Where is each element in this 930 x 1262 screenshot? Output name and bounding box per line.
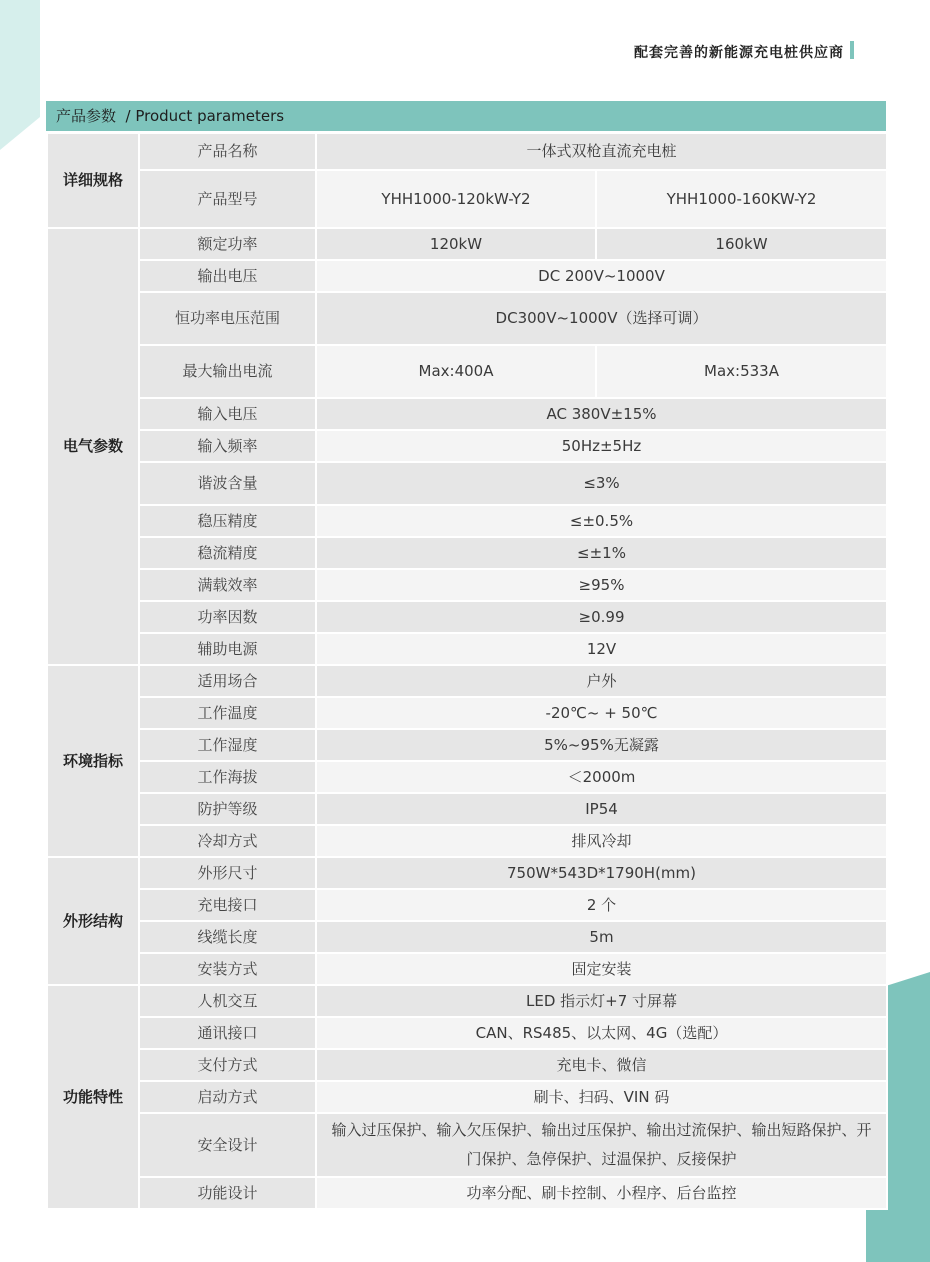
category-electrical: 电气参数 [47, 228, 139, 665]
spec-row [47, 761, 887, 793]
param-label: 输出电压 [139, 260, 316, 292]
spec-row [47, 697, 887, 729]
spec-row [47, 462, 887, 505]
param-label: 线缆长度 [139, 921, 316, 953]
param-value: ≤3% [316, 462, 887, 505]
spec-row [47, 170, 887, 228]
param-value: 160kW [596, 228, 887, 260]
param-value: 户外 [316, 665, 887, 697]
spec-row [47, 430, 887, 462]
param-label: 外形尺寸 [139, 857, 316, 889]
spec-row [47, 260, 887, 292]
param-value: 120kW [316, 228, 596, 260]
section-title: 产品参数 / Product parameters [56, 107, 285, 125]
param-value: 5%~95%无凝露 [316, 729, 887, 761]
spec-row [47, 665, 887, 697]
param-label: 通讯接口 [139, 1017, 316, 1049]
param-label: 功率因数 [139, 601, 316, 633]
spec-row [47, 1113, 887, 1177]
spec-row [47, 1017, 887, 1049]
param-value: 刷卡、扫码、VIN 码 [316, 1081, 887, 1113]
spec-row [47, 985, 887, 1017]
param-value: 功率分配、刷卡控制、小程序、后台监控 [316, 1177, 887, 1209]
spec-row [47, 228, 887, 260]
param-value: DC 200V~1000V [316, 260, 887, 292]
top-left-decoration [0, 0, 40, 150]
spec-row [47, 729, 887, 761]
param-label: 安全设计 [139, 1113, 316, 1177]
spec-row [47, 857, 887, 889]
spec-table [46, 132, 888, 1210]
category-detail-specs: 详细规格 [47, 133, 139, 228]
spec-row [47, 345, 887, 398]
param-label: 稳压精度 [139, 505, 316, 537]
param-label: 输入电压 [139, 398, 316, 430]
category-environment: 环境指标 [47, 665, 139, 857]
param-label: 支付方式 [139, 1049, 316, 1081]
param-value: 12V [316, 633, 887, 665]
param-value: 充电卡、微信 [316, 1049, 887, 1081]
param-value: ≤±1% [316, 537, 887, 569]
param-label: 工作海拔 [139, 761, 316, 793]
param-label: 产品名称 [139, 133, 316, 170]
param-label: 安装方式 [139, 953, 316, 985]
param-value: 50Hz±5Hz [316, 430, 887, 462]
spec-row [47, 569, 887, 601]
param-value: 一体式双枪直流充电桩 [316, 133, 887, 170]
param-label: 最大输出电流 [139, 345, 316, 398]
param-value: 排风冷却 [316, 825, 887, 857]
param-label: 谐波含量 [139, 462, 316, 505]
param-label: 稳流精度 [139, 537, 316, 569]
param-value: 2 个 [316, 889, 887, 921]
param-value: ≥0.99 [316, 601, 887, 633]
param-value: CAN、RS485、以太网、4G（选配） [316, 1017, 887, 1049]
param-label: 冷却方式 [139, 825, 316, 857]
param-label: 功能设计 [139, 1177, 316, 1209]
param-value: 固定安装 [316, 953, 887, 985]
section-header [46, 101, 886, 131]
param-label: 启动方式 [139, 1081, 316, 1113]
spec-row [47, 398, 887, 430]
spec-row [47, 133, 887, 170]
slogan-accent-bar [850, 41, 854, 59]
param-value: 5m [316, 921, 887, 953]
param-label: 防护等级 [139, 793, 316, 825]
spec-row [47, 537, 887, 569]
spec-row [47, 633, 887, 665]
param-label: 满载效率 [139, 569, 316, 601]
param-value: YHH1000-120kW-Y2 [316, 170, 596, 228]
param-label: 辅助电源 [139, 633, 316, 665]
spec-row [47, 921, 887, 953]
spec-row [47, 1049, 887, 1081]
param-value: AC 380V±15% [316, 398, 887, 430]
param-value: IP54 [316, 793, 887, 825]
param-value: ＜2000m [316, 761, 887, 793]
spec-row [47, 1081, 887, 1113]
spec-row [47, 601, 887, 633]
slogan: 配套完善的新能源充电桩供应商 [634, 45, 844, 61]
spec-row [47, 889, 887, 921]
param-label: 额定功率 [139, 228, 316, 260]
param-label: 恒功率电压范围 [139, 292, 316, 345]
spec-row [47, 292, 887, 345]
param-label: 工作温度 [139, 697, 316, 729]
param-label: 充电接口 [139, 889, 316, 921]
param-label: 产品型号 [139, 170, 316, 228]
spec-row [47, 505, 887, 537]
param-value: Max:400A [316, 345, 596, 398]
param-value: 750W*543D*1790H(mm) [316, 857, 887, 889]
param-value: ≤±0.5% [316, 505, 887, 537]
param-value: DC300V~1000V（选择可调） [316, 292, 887, 345]
param-label: 适用场合 [139, 665, 316, 697]
spec-row [47, 1177, 887, 1209]
param-label: 输入频率 [139, 430, 316, 462]
param-value: YHH1000-160KW-Y2 [596, 170, 887, 228]
category-structure: 外形结构 [47, 857, 139, 985]
spec-row [47, 793, 887, 825]
category-features: 功能特性 [47, 985, 139, 1209]
param-value: ≥95% [316, 569, 887, 601]
param-value: -20℃~ + 50℃ [316, 697, 887, 729]
param-value: 输入过压保护、输入欠压保护、输出过压保护、输出过流保护、输出短路保护、开门保护、急停保护、过温保护、反接保护 [316, 1113, 887, 1177]
param-label: 人机交互 [139, 985, 316, 1017]
param-value: LED 指示灯+7 寸屏幕 [316, 985, 887, 1017]
param-label: 工作湿度 [139, 729, 316, 761]
spec-row [47, 825, 887, 857]
spec-row [47, 953, 887, 985]
param-value: Max:533A [596, 345, 887, 398]
